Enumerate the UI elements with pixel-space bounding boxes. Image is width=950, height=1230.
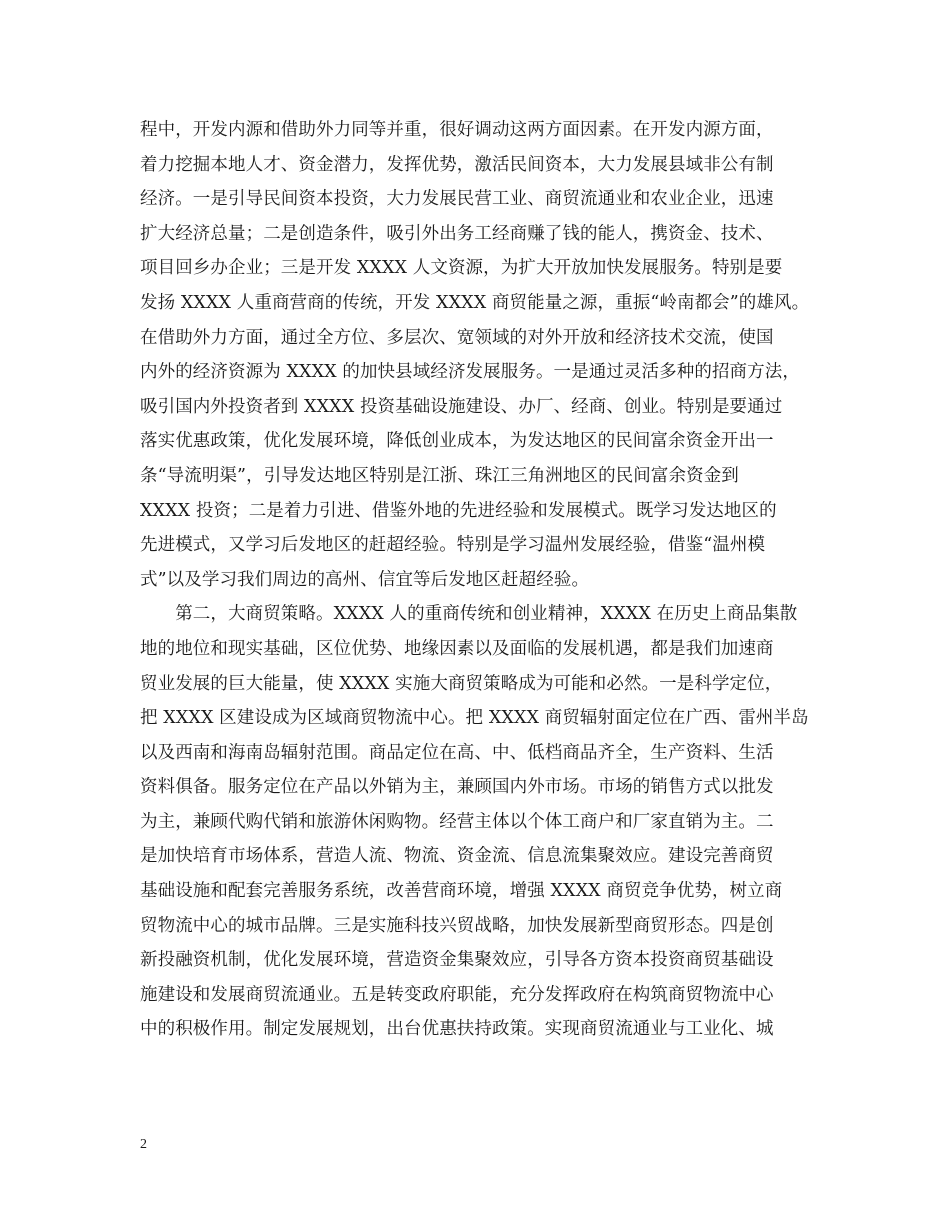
text-line: 先进模式，又学习后发地区的赶超经验。特别是学习温州发展经验，借鉴“温州模 [140, 535, 766, 556]
text-line: 把 XXXX 区建设成为区域商贸物流中心。把 XXXX 商贸辐射面定位在广西、雷州半岛 [140, 708, 809, 729]
text-line: 程中，开发内源和借助外力同等并重，很好调动这两方面因素。在开发内源方面， [140, 120, 774, 140]
text-line: 基础设施和配套完善服务系统，改善营商环境，增强 XXXX 商贸竞争优势，树立商 [140, 881, 783, 902]
paragraph-start-line: 第二，大商贸策略。XXXX 人的重商传统和创业精神，XXXX 在历史上商品集散 [140, 604, 798, 625]
body-text [140, 113, 830, 1047]
text-line: 地的地位和现实基础，区位优势、地缘因素以及面临的发展机遇，都是我们加速商 [140, 638, 774, 659]
text-line: 新投融资机制，优化发展环境，营造资金集聚效应，引导各方资本投资商贸基础设 [140, 950, 774, 971]
text-line: 是加快培育市场体系，营造人流、物流、资金流、信息流集聚效应。建设完善商贸 [140, 846, 774, 867]
text-line: 在借助外力方面，通过全方位、多层次、宽领域的对外开放和经济技术交流，使国 [140, 327, 774, 348]
text-line: 着力挖掘本地人才、资金潜力，发挥优势，激活民间资本，大力发展县域非公有制 [140, 154, 774, 175]
text-line: 以及西南和海南岛辐射范围。商品定位在高、中、低档商品齐全，生产资料、生活 [140, 742, 774, 763]
text-line: 项目回乡办企业；三是开发 XXXX 人文资源，为扩大开放加快发展服务。特别是要 [140, 258, 783, 279]
text-line: 经济。一是引导民间资本投资，大力发展民营工业、商贸流通业和农业企业，迅速 [140, 189, 774, 210]
text-line: 贸物流中心的城市品牌。三是实施科技兴贸战略，加快发展新型商贸形态。四是创 [140, 915, 774, 936]
text-line: 条“导流明渠”，引导发达地区特别是江浙、珠江三角洲地区的民间富余资金到 [140, 465, 739, 486]
text-line: 施建设和发展商贸流通业。五是转变政府职能，充分发挥政府在构筑商贸物流中心 [140, 984, 774, 1005]
text-line: XXXX 投资；二是着力引进、借鉴外地的先进经验和发展模式。既学习发达地区的 [140, 500, 777, 521]
text-line: 中的积极作用。制定发展规划，出台优惠扶持政策。实现商贸流通业与工业化、城 [140, 1019, 774, 1040]
text-line: 吸引国内外投资者到 XXXX 投资基础设施建设、办厂、经商、创业。特别是要通过 [140, 396, 783, 417]
text-line: 贸业发展的巨大能量，使 XXXX 实施大商贸策略成为可能和必然。一是科学定位， [140, 673, 783, 694]
text-line: 内外的经济资源为 XXXX 的加快县域经济发展服务。一是通过灵活多种的招商方法， [140, 362, 800, 383]
text-line: 发扬 XXXX 人重商营商的传统，开发 XXXX 商贸能量之源，重振“岭南都会”的雄风。 [140, 292, 810, 313]
text-line: 式”以及学习我们周边的高州、信宜等后发地区赶超经验。 [140, 569, 590, 590]
text-line: 扩大经济总量；二是创造条件，吸引外出务工经商赚了钱的能人，携资金、技术、 [140, 223, 774, 244]
text-line: 落实优惠政策，优化发展环境，降低创业成本，为发达地区的民间富余资金开出一 [140, 431, 774, 452]
text-line: 为主，兼顾代购代销和旅游休闲购物。经营主体以个体工商户和厂家直销为主。二 [140, 811, 774, 832]
text-line: 资料俱备。服务定位在产品以外销为主，兼顾国内外市场。市场的销售方式以批发 [140, 777, 774, 798]
page-number: 2 [140, 1137, 147, 1152]
